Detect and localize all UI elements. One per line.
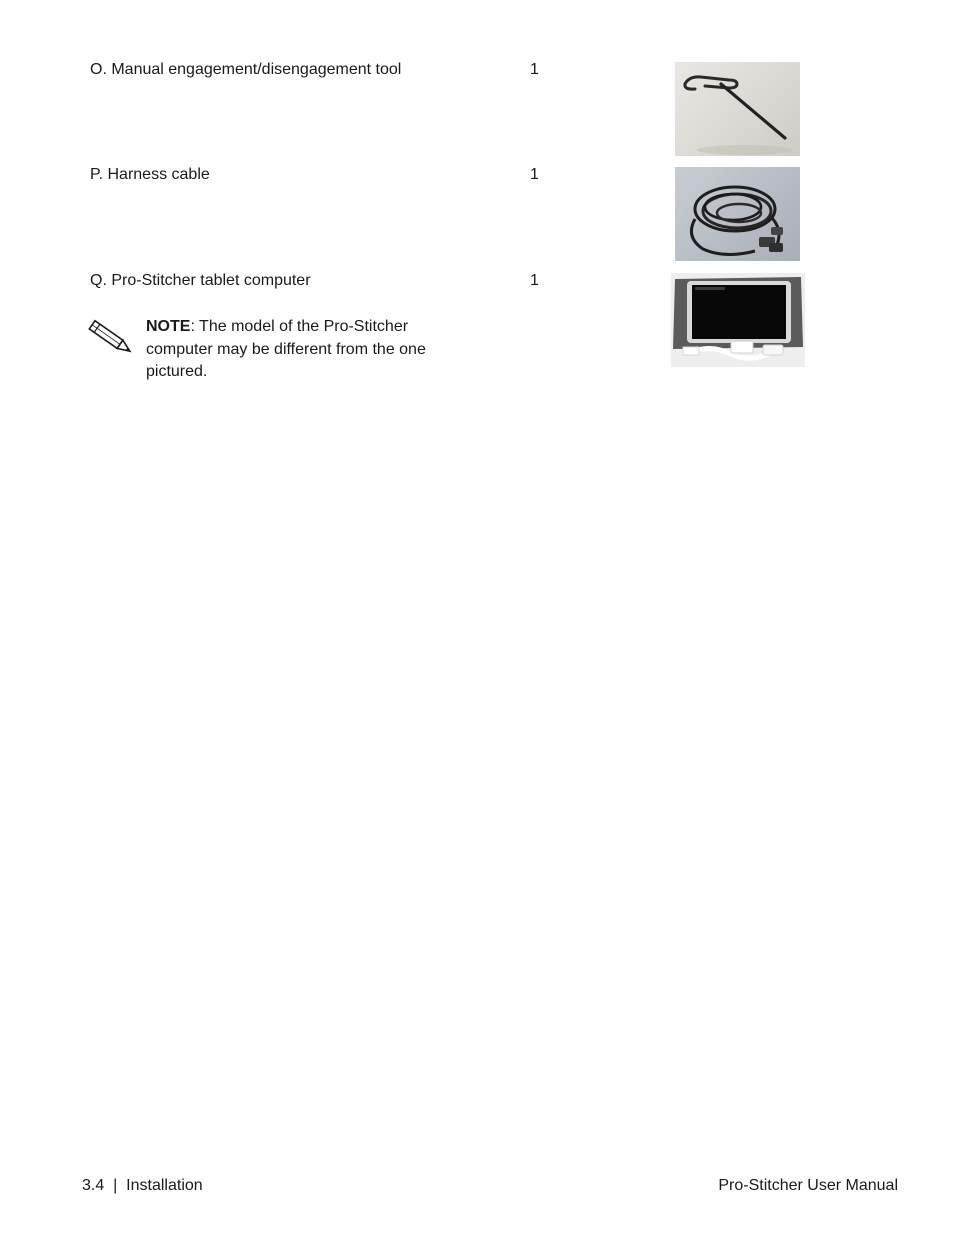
item-o-photo: [675, 62, 800, 156]
item-q-label: Q. Pro-Stitcher tablet computer: [90, 272, 311, 289]
item-o-label: O. Manual engagement/disengagement tool: [90, 61, 402, 78]
harness-cable-icon: [675, 167, 800, 261]
footer-section: 3.4 | Installation: [82, 1177, 203, 1194]
item-o-quantity: 1: [530, 61, 539, 78]
tablet-computer-icon: [671, 273, 805, 367]
t-handle-tool-icon: [675, 62, 800, 156]
item-q-photo: [671, 273, 805, 367]
item-q-quantity: 1: [530, 272, 539, 289]
item-p-photo: [675, 167, 800, 261]
note-label: NOTE: [146, 318, 191, 335]
note-body: : The model of the Pro-Stitcher computer may be different from the one pictured.: [146, 318, 426, 380]
item-p-quantity: 1: [530, 166, 539, 183]
item-p-label: P. Harness cable: [90, 166, 210, 183]
footer-manual-title: Pro-Stitcher User Manual: [718, 1177, 898, 1194]
pencil-icon: [86, 318, 136, 358]
note-text: [146, 316, 476, 384]
